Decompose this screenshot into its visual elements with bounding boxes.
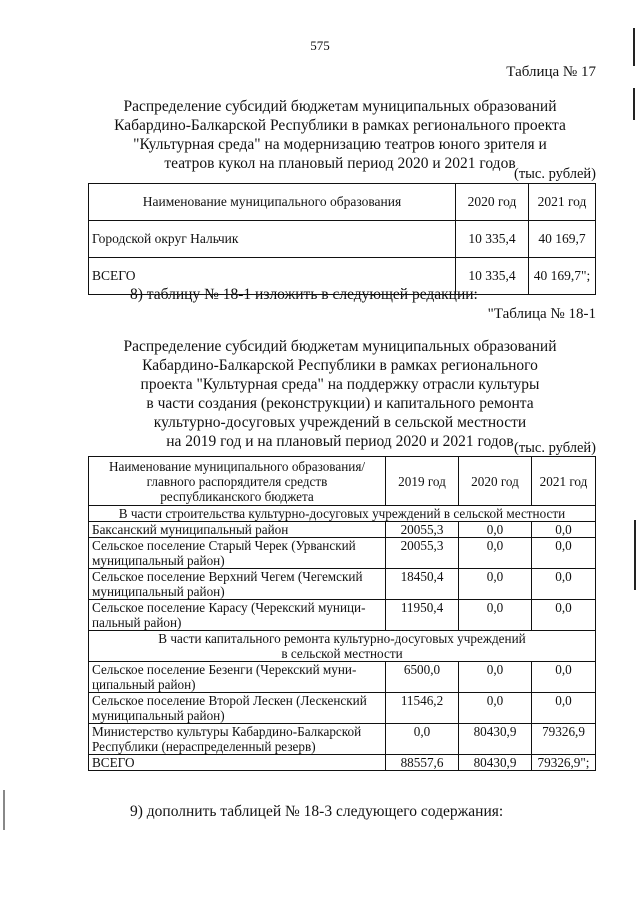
cell-value: 0,0 (459, 538, 532, 569)
table-row (89, 538, 596, 569)
name-line: Республики (нераспределенный резерв) (92, 739, 316, 754)
cell-value: 88557,6 (386, 755, 459, 771)
name-line: пальный район) (92, 615, 182, 630)
cell-value: 0,0 (532, 693, 596, 724)
section-row (89, 631, 596, 662)
cell-value: 0,0 (459, 662, 532, 693)
cell-name: ВСЕГО (89, 755, 386, 771)
cell-value: 79326,9 (532, 724, 596, 755)
header-cell: 2020 год (459, 457, 532, 506)
cell-value: 80430,9 (459, 755, 532, 771)
page-number: 575 (310, 38, 330, 53)
cell-name (89, 693, 386, 724)
title-line: в части создания (реконструкции) и капитального ремонта (146, 395, 534, 412)
table-18-1-title (80, 337, 600, 451)
cell-value: 0,0 (386, 724, 459, 755)
cell-value: 79326,9"; (532, 755, 596, 771)
header-cell: 2021 год (529, 184, 596, 221)
cell-value: 0,0 (459, 693, 532, 724)
title-line: "Культурная среда" на модернизацию театров юного зрителя и (133, 136, 547, 153)
table-17-title (80, 97, 600, 173)
cell-value: 0,0 (532, 538, 596, 569)
table-row (89, 569, 596, 600)
title-line: проекта "Культурная среда" на поддержку отрасли культуры (140, 376, 540, 393)
cell-value: 11950,4 (386, 600, 459, 631)
cell-value: 0,0 (459, 522, 532, 538)
name-line: ципальный район) (92, 677, 196, 692)
table-row (89, 724, 596, 755)
header-cell: 2019 год (386, 457, 459, 506)
section-title (89, 631, 596, 662)
cell-value: 40 169,7"; (529, 258, 596, 295)
section-title: В части строительства культурно-досуговых учреждений в сельской местности (89, 506, 596, 522)
cell-value: 80430,9 (459, 724, 532, 755)
scan-edge-mark (633, 28, 635, 66)
cell-value: 6500,0 (386, 662, 459, 693)
cell-value: 20055,3 (386, 522, 459, 538)
cell-value: 0,0 (459, 600, 532, 631)
cell-value: 10 335,4 (456, 258, 529, 295)
cell-value: 20055,3 (386, 538, 459, 569)
scan-edge-mark (633, 88, 635, 120)
cell-name (89, 724, 386, 755)
header-cell: 2021 год (532, 457, 596, 506)
header-cell: 2020 год (456, 184, 529, 221)
cell-name: Городской округ Нальчик (89, 221, 456, 258)
header-line: главного распорядителя средств (146, 473, 328, 489)
cell-value: 0,0 (532, 569, 596, 600)
title-line: Распределение субсидий бюджетам муниципальных образований (123, 98, 557, 115)
table-row (89, 662, 596, 693)
section-line: В части капитального ремонта культурно-досуговых учреждений (158, 631, 526, 646)
title-line: Распределение субсидий бюджетам муниципальных образований (123, 338, 557, 355)
cell-value: 0,0 (532, 662, 596, 693)
name-line: Сельское поселение Старый Черек (Урванский (92, 538, 356, 553)
cell-name (89, 538, 386, 569)
paragraph-8: 8) таблицу № 18-1 изложить в следующей редакции: (130, 286, 478, 303)
header-cell-name (89, 457, 386, 506)
scan-edge-mark (634, 520, 636, 590)
section-row (89, 506, 596, 522)
cell-name: ВСЕГО (89, 258, 456, 295)
name-line: Сельское поселение Верхний Чегем (Чегемский (92, 569, 363, 584)
name-line: муниципальный район) (92, 708, 225, 723)
title-line: Кабардино-Балкарской Республики в рамках регионального (142, 357, 538, 374)
table-header-row (89, 184, 596, 221)
table-row (89, 522, 596, 538)
cell-value: 11546,2 (386, 693, 459, 724)
table-header-row (89, 457, 596, 506)
cell-value: 18450,4 (386, 569, 459, 600)
name-line: муниципальный район) (92, 584, 225, 599)
title-line: театров кукол на плановый период 2020 и 2021 годов (164, 155, 516, 172)
title-line: на 2019 год и на плановый период 2020 и 2021 годов (166, 433, 514, 450)
cell-value: 0,0 (459, 569, 532, 600)
table-row (89, 221, 596, 258)
header-cell: Наименование муниципального образования (89, 184, 456, 221)
paragraph-9: 9) дополнить таблицей № 18-3 следующего содержания: (130, 803, 504, 820)
table-17-label: Таблица № 17 (506, 64, 596, 80)
table-total-row (89, 755, 596, 771)
name-line: Министерство культуры Кабардино-Балкарской (92, 724, 362, 739)
name-line: Сельское поселение Карасу (Черекский муници- (92, 600, 366, 615)
table-row (89, 693, 596, 724)
table-18-1-unit: (тыс. рублей) (514, 440, 596, 456)
title-line: Кабардино-Балкарской Республики в рамках регионального проекта (114, 117, 566, 134)
name-line: Сельское поселение Безенги (Черекский муни- (92, 662, 357, 677)
cell-name (89, 600, 386, 631)
header-line: Наименование муниципального образования/ (108, 458, 366, 474)
cell-name: Баксанский муниципальный район (89, 522, 386, 538)
table-17 (88, 183, 596, 295)
cell-value: 40 169,7 (529, 221, 596, 258)
cell-value: 0,0 (532, 522, 596, 538)
name-line: Сельское поселение Второй Лескен (Лескенский (92, 693, 367, 708)
cell-value: 0,0 (532, 600, 596, 631)
cell-value: 10 335,4 (456, 221, 529, 258)
header-line: республиканского бюджета (160, 488, 314, 504)
title-line: культурно-досуговых учреждений в сельской местности (153, 414, 527, 431)
name-line: муниципальный район) (92, 553, 225, 568)
table-18-1-label: "Таблица № 18-1 (487, 306, 596, 322)
cell-name (89, 662, 386, 693)
scan-edge-mark (3, 790, 5, 830)
table-row (89, 600, 596, 631)
table-17-unit: (тыс. рублей) (514, 166, 596, 182)
cell-name (89, 569, 386, 600)
section-line: в сельской местности (281, 646, 403, 661)
table-18-1 (88, 456, 596, 771)
